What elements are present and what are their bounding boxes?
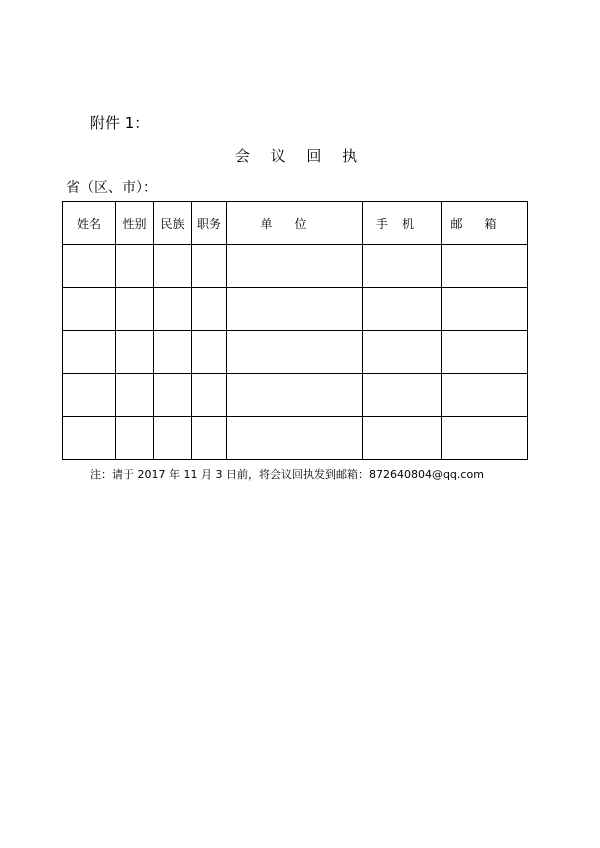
header-position: 职务 [192,202,227,245]
cell-ethnicity[interactable] [154,288,192,331]
cell-position[interactable] [192,288,227,331]
cell-organization[interactable] [227,331,363,374]
cell-email[interactable] [442,288,528,331]
document-title: 会 议 回 执 [234,147,366,165]
cell-email[interactable] [442,417,528,460]
header-mobile: 手机 [363,202,442,245]
cell-position[interactable] [192,417,227,460]
cell-mobile[interactable] [363,288,442,331]
cell-mobile[interactable] [363,245,442,288]
header-organization: 单位 [227,202,363,245]
cell-ethnicity[interactable] [154,331,192,374]
submission-note: 注：请于 2017 年 11 月 3 日前，将会议回执发到邮箱：872640804@qq.com [90,468,484,481]
cell-name[interactable] [63,288,116,331]
cell-email[interactable] [442,331,528,374]
cell-mobile[interactable] [363,417,442,460]
cell-position[interactable] [192,245,227,288]
table-row [63,374,528,417]
cell-organization[interactable] [227,245,363,288]
cell-organization[interactable] [227,374,363,417]
header-name: 姓名 [63,202,116,245]
province-label: 省（区、市）： [66,180,157,196]
cell-mobile[interactable] [363,374,442,417]
cell-gender[interactable] [116,374,154,417]
table-header-row [63,202,528,245]
cell-name[interactable] [63,331,116,374]
cell-email[interactable] [442,245,528,288]
table-row [63,288,528,331]
reply-form-table [62,201,528,460]
header-email: 邮箱 [442,202,528,245]
cell-organization[interactable] [227,417,363,460]
cell-ethnicity[interactable] [154,417,192,460]
cell-ethnicity[interactable] [154,245,192,288]
header-ethnicity: 民族 [154,202,192,245]
cell-position[interactable] [192,374,227,417]
cell-gender[interactable] [116,417,154,460]
cell-name[interactable] [63,374,116,417]
cell-mobile[interactable] [363,331,442,374]
cell-name[interactable] [63,245,116,288]
cell-organization[interactable] [227,288,363,331]
table-row [63,245,528,288]
cell-gender[interactable] [116,288,154,331]
cell-gender[interactable] [116,245,154,288]
table-row [63,331,528,374]
attachment-label: 附件 1： [90,114,150,132]
cell-gender[interactable] [116,331,154,374]
header-gender: 性别 [116,202,154,245]
table-row [63,417,528,460]
cell-email[interactable] [442,374,528,417]
cell-position[interactable] [192,331,227,374]
cell-ethnicity[interactable] [154,374,192,417]
cell-name[interactable] [63,417,116,460]
